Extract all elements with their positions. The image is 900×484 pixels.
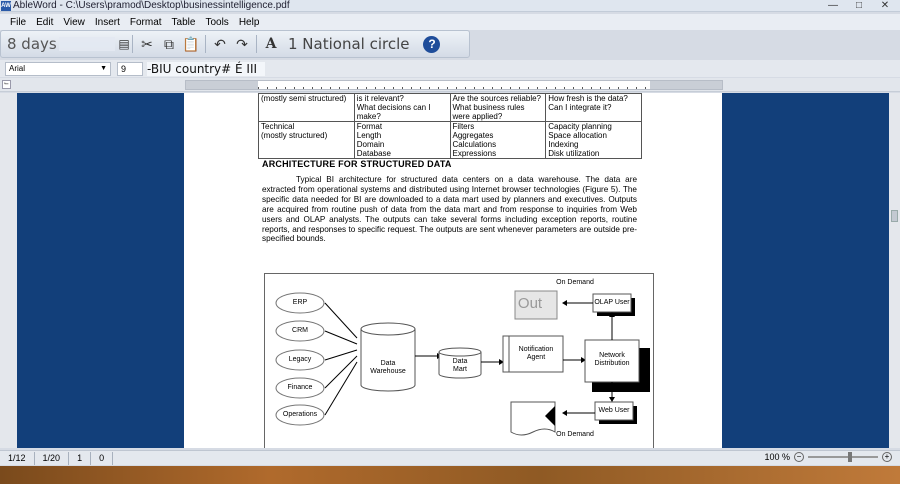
toolbar-separator xyxy=(205,35,206,53)
title-bar xyxy=(0,0,900,12)
paste-icon[interactable]: 📋 xyxy=(182,35,200,52)
table-cell: Capacity planning Space allocation Indexing Disk utilization xyxy=(546,122,642,159)
menu-format[interactable]: Format xyxy=(129,16,162,28)
network-label: Network Distribution xyxy=(594,352,630,367)
copy-icon[interactable]: ⧉ xyxy=(164,35,174,52)
cut-icon[interactable]: ✂ xyxy=(141,35,153,52)
close-button[interactable]: ✕ xyxy=(880,0,890,11)
source-label-crm: CRM xyxy=(292,327,308,334)
national-overlay-text: 1 National circle xyxy=(288,35,410,53)
web-label: Web User xyxy=(598,407,630,414)
bi-table xyxy=(258,93,642,159)
zoom-control xyxy=(764,452,892,462)
os-taskbar xyxy=(0,466,900,484)
table-cell: Technical (mostly structured) xyxy=(259,122,355,159)
horizontal-ruler[interactable] xyxy=(185,80,723,90)
undo-icon[interactable]: ↶ xyxy=(214,35,226,52)
days-overlay-text: 8 days xyxy=(7,35,57,53)
mart-label: Data Mart xyxy=(452,358,468,373)
app-icon: AW xyxy=(1,2,11,9)
source-label-operations: Operations xyxy=(282,411,318,418)
source-label-erp: ERP xyxy=(292,299,308,306)
menu-insert[interactable]: Insert xyxy=(94,16,120,28)
left-margin-marker xyxy=(186,81,258,89)
font-color-icon[interactable]: A xyxy=(265,36,277,52)
menu-help[interactable]: Help xyxy=(238,16,260,28)
ruler-bar xyxy=(0,78,900,92)
arrow-head xyxy=(562,300,567,306)
font-select[interactable] xyxy=(5,62,111,76)
olap-label: OLAP User xyxy=(594,299,630,306)
mart-top xyxy=(439,348,481,356)
zoom-out-button[interactable]: − xyxy=(794,452,804,462)
zoom-slider[interactable] xyxy=(808,456,878,458)
toolbar-separator xyxy=(256,35,257,53)
table-cell: How fresh is the data? Can I integrate it? xyxy=(546,94,642,122)
status-section: 1/20 xyxy=(35,452,70,465)
menu-view[interactable]: View xyxy=(63,16,85,28)
table-row xyxy=(259,122,642,159)
document-page[interactable] xyxy=(184,93,722,448)
minimize-button[interactable]: — xyxy=(828,0,838,11)
window-title: AbleWord - C:\Users\pramod\Desktop\businessintelligence.pdf xyxy=(13,0,290,11)
formatting-toolbar xyxy=(0,60,900,77)
arrow-head xyxy=(609,397,615,402)
warehouse-label: Data Warehouse xyxy=(370,360,406,375)
chevron-down-icon: ▼ xyxy=(100,64,107,72)
table-cell: Filters Aggregates Calculations Expressions xyxy=(450,122,546,159)
source-arrows xyxy=(325,303,357,415)
tab-stop-selector[interactable]: ⌙ xyxy=(3,81,10,87)
toolbar-left-group xyxy=(1,31,129,57)
right-margin-marker xyxy=(650,81,722,89)
window-controls xyxy=(826,0,892,12)
agent-label: Notification Agent xyxy=(518,346,554,361)
section-heading: ARCHITECTURE FOR STRUCTURED DATA xyxy=(262,159,452,169)
font-size-field[interactable]: 9 xyxy=(117,62,143,76)
font-select-value: Arial xyxy=(9,63,26,73)
zoom-slider-thumb[interactable] xyxy=(848,452,852,462)
source-label-finance: Finance xyxy=(287,384,313,391)
status-line: 1 xyxy=(69,452,91,465)
menu-tools[interactable]: Tools xyxy=(205,16,229,28)
vertical-scrollbar[interactable] xyxy=(889,93,900,448)
arrow-head xyxy=(562,410,567,416)
menu-bar xyxy=(0,14,900,30)
source-label-legacy: Legacy xyxy=(288,356,312,363)
zoom-level: 100 % xyxy=(764,452,790,462)
table-cell: Are the sources reliable? What business rules were applied? xyxy=(450,94,546,122)
table-cell: (mostly semi structured) xyxy=(259,94,355,122)
maximize-button[interactable]: □ xyxy=(855,0,863,11)
on-demand-bottom-label: On Demand xyxy=(556,431,594,438)
status-col: 0 xyxy=(91,452,113,465)
menu-table[interactable]: Table xyxy=(171,16,196,28)
zoom-in-button[interactable]: + xyxy=(882,452,892,462)
table-cell: is it relevant? What decisions can I make? xyxy=(354,94,450,122)
print-preview-icon[interactable]: ▤ xyxy=(118,37,130,51)
format-overlay-text: -BIU country# É III xyxy=(147,62,265,76)
body-paragraph: Typical BI architecture for structured data centers on a data warehouse. The data are extracted from operational systems and distributed using Internet browser technologies (Figure 5). The specific data needed for BI are downloaded to a data mart used by planners and executives. Outputs are acquired from routine push of data from the data mart and from response to inquiries from Web users and OLAP analysts. The outputs can take several forms including exception reports, routine reports, and responses to specific request. The outputs are sent whenever parameters are outside pre-specified bounds. xyxy=(262,175,637,244)
left-margin-strip xyxy=(0,93,17,448)
warehouse-top xyxy=(361,323,415,335)
table-cell: Format Length Domain Database xyxy=(354,122,450,159)
on-demand-top-label: On Demand xyxy=(556,279,594,286)
out-label: Out xyxy=(517,295,543,312)
redo-icon[interactable]: ↷ xyxy=(236,35,248,52)
menu-file[interactable]: File xyxy=(10,16,27,28)
status-bar xyxy=(0,450,900,465)
toolbar-ghost-block xyxy=(59,37,115,51)
menu-edit[interactable]: Edit xyxy=(36,16,54,28)
scrollbar-thumb[interactable] xyxy=(891,210,898,222)
status-page: 1/12 xyxy=(0,452,35,465)
table-row xyxy=(259,94,642,122)
help-icon[interactable]: ? xyxy=(423,36,440,53)
architecture-diagram xyxy=(264,273,654,448)
standard-toolbar xyxy=(0,30,470,58)
